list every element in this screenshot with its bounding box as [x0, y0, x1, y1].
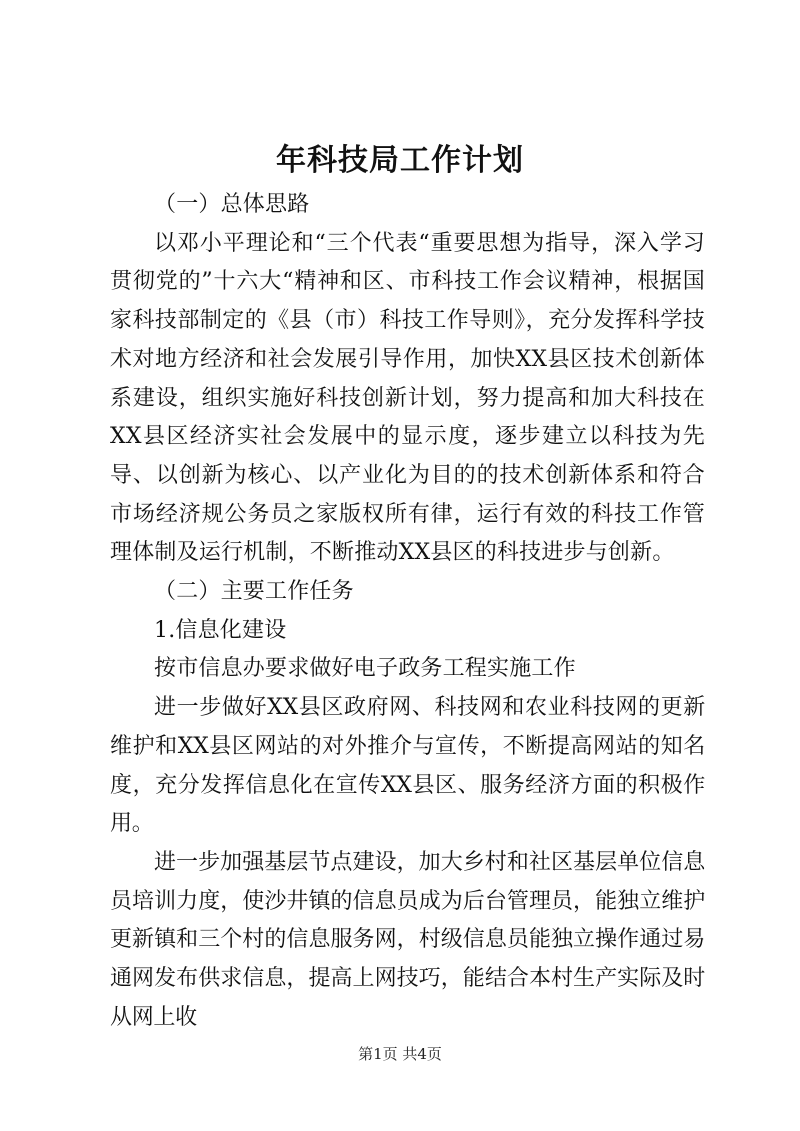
document-title: 年科技局工作计划 — [276, 143, 524, 178]
subheading-informatization: 1.信息化建设 — [154, 617, 287, 643]
paragraph-grassroots-nodes: 进一步加强基层节点建设，加大乡村和社区基层单位信息员培训力度，使沙井镇的信息员成为后台管理员，能独立维护更新镇和三个村的信息服务网，村级信息员能独立操作通过易通网发布供求信息，提高上网技巧，能结合本村生产实际及时从网上收 — [110, 849, 705, 1030]
section-heading-overall-approach: （一）总体思路 — [154, 192, 310, 217]
paragraph-overall-approach: 以邓小平理论和“三个代表“重要思想为指导，深入学习贯彻党的”十六大“精神和区、市科技工作会议精神，根据国家科技部制定的《县（市）科技工作导则》，充分发挥科学技术对地方经济和社会发展引导作用，加快XX县区技术创新体系建设，组织实施好科技创新计划，努力提高和加大科技在XX县区经济实社会发展中的显示度，逐步建立以科技为先导、以创新为核心、以产业化为目的的技术创新体系和符合市场经济规公务员之家版权所有律，运行有效的科技工作管理体制及运行机制，不断推动XX县区的科技进步与创新。 — [110, 230, 705, 566]
section-heading-main-tasks: （二）主要工作任务 — [154, 579, 354, 605]
document-body — [110, 186, 705, 1037]
paragraph-egov-instruction: 按市信息办要求做好电子政务工程实施工作 — [154, 656, 576, 682]
paragraph-website-maintenance: 进一步做好XX县区政府网、科技网和农业科技网的更新维护和XX县区网站的对外推介与宣传，不断提高网站的知名度，充分发挥信息化在宣传XX县区、服务经济方面的积极作用。 — [110, 695, 705, 837]
page-number-footer: 第1页 共4页 — [358, 1045, 442, 1063]
